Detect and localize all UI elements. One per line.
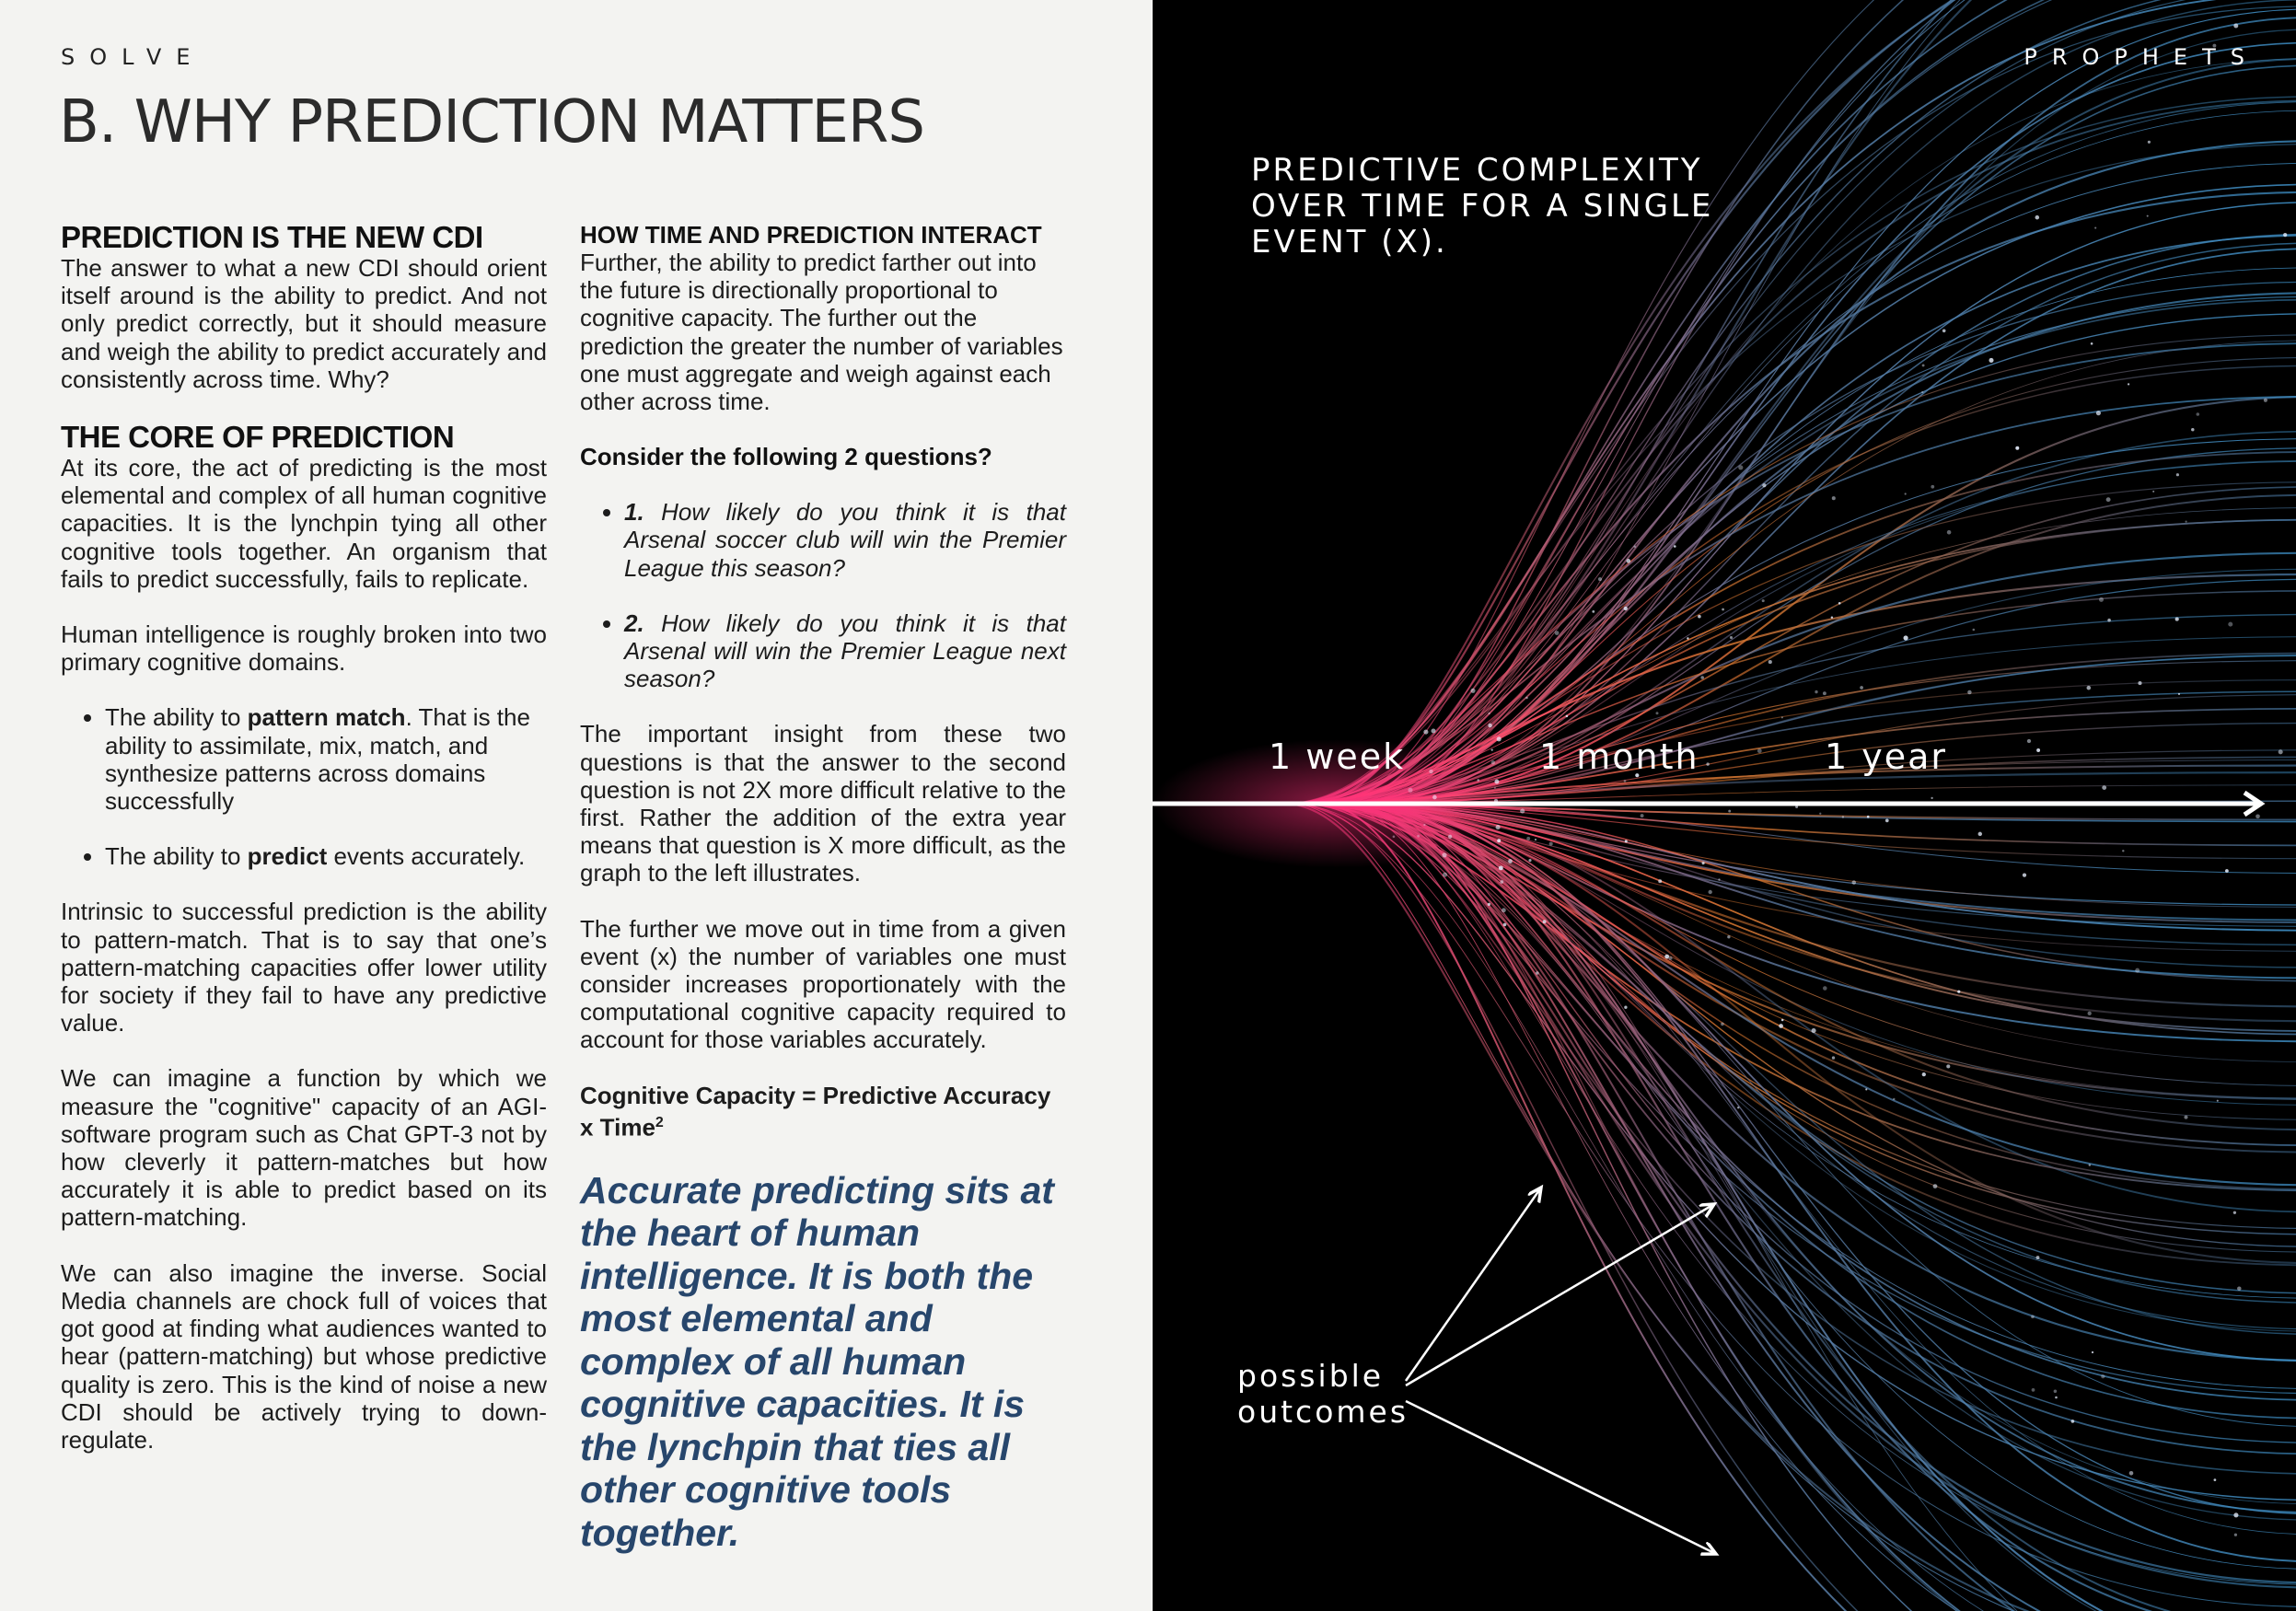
tick-label-week: 1 week	[1269, 736, 1406, 777]
outcome-point	[2233, 1211, 2236, 1214]
outcome-point	[1721, 1023, 1724, 1026]
outcome-point	[1781, 716, 1783, 718]
outcome-point	[2233, 24, 2238, 29]
heading-core-of-prediction: THE CORE OF PREDICTION	[61, 420, 455, 455]
outcome-line	[1337, 804, 2296, 1582]
outcome-point	[2128, 383, 2129, 385]
outcome-point	[1549, 842, 1553, 846]
outcome-point	[2237, 1286, 2241, 1290]
outcome-point	[1687, 637, 1688, 639]
outcome-point	[1698, 615, 1701, 619]
question-list	[580, 498, 1066, 692]
outcome-point	[1921, 391, 1923, 393]
outcome-line	[1343, 804, 2296, 1611]
outcome-point	[1942, 330, 1946, 333]
outcome-point	[1831, 617, 1833, 619]
outcome-line	[1338, 804, 2296, 1329]
outcome-point	[1722, 608, 1724, 611]
outcome-point	[1535, 839, 1536, 840]
outcome-point	[2184, 1116, 2187, 1119]
outcome-point	[1520, 809, 1525, 814]
column-right	[580, 221, 1066, 1582]
paragraph: Intrinsic to successful prediction is the ability to pattern-match. That is to say that one’s pattern-matching capacities offer lower utility for society if they fail to have any predictive value.	[61, 898, 547, 1037]
outcome-point	[1431, 728, 1435, 733]
outcome-point	[1823, 691, 1826, 695]
outcome-point	[1497, 736, 1502, 741]
outcome-line	[1284, 296, 2296, 804]
outcome-point	[2185, 520, 2186, 522]
outcome-point	[1905, 493, 1907, 494]
outcome-point	[2094, 227, 2096, 229]
outcome-point	[2228, 622, 2232, 627]
outcome-point	[1555, 631, 1560, 635]
outcome-point	[1762, 483, 1766, 487]
outcome-point	[1812, 1028, 1816, 1033]
outcome-line	[1345, 804, 2296, 1105]
paragraph: The further we move out in time from a given event (x) the number of variables one must consider increases proportionately with the computational cognitive capacity required to account for those variables accurately.	[580, 914, 1066, 1054]
outcome-point	[2122, 850, 2124, 852]
outcome-point	[1674, 545, 1676, 548]
outcome-point	[1860, 686, 1863, 690]
tick-label-year: 1 year	[1825, 736, 1948, 777]
outcome-point	[2088, 1012, 2092, 1015]
outcome-point	[1634, 545, 1637, 548]
paragraph: At its core, the act of predicting is the most elemental and complex of all human cognitive capacities. It is the lynchpin tying all other cognitive tools together. An organism that fails to predict successfully, fails to replicate.	[61, 454, 547, 593]
pull-quote: Accurate predicting sits at the heart of human intelligence. It is both the most elemental and complex of all human cognitive capacities. It is the lynchpin that ties all other cognitive tools together.	[580, 1168, 1054, 1554]
list-item: • 2. How likely do you think it is that Arsenal will win the Premier League next season?	[624, 609, 1066, 693]
outcome-point	[1658, 879, 1662, 883]
outcome-point	[1470, 689, 1475, 693]
outcome-point	[2197, 412, 2200, 416]
outcome-line	[1339, 9, 2296, 804]
outcome-point	[2176, 473, 2179, 476]
outcome-point	[2152, 491, 2154, 493]
pointer-arrow	[1406, 1401, 1716, 1554]
figure-title: PREDICTIVE COMPLEXITY OVER TIME FOR A SINGLE EVENT (X).	[1251, 152, 1714, 261]
outcome-point	[1989, 358, 1993, 363]
outcome-line	[1331, 804, 2296, 1611]
domain-list	[61, 703, 547, 870]
outcome-point	[1779, 1024, 1783, 1028]
outcome-point	[1423, 730, 1428, 735]
outcome-point	[1762, 599, 1765, 602]
outcome-point	[1502, 908, 1506, 912]
outcome-line	[1347, 432, 2296, 804]
section-label: SOLVE	[61, 44, 205, 70]
outcome-point	[1931, 485, 1934, 489]
outcome-point	[1499, 865, 1503, 870]
outcome-point	[1566, 715, 1569, 718]
outcome-point	[1718, 878, 1720, 880]
outcome-point	[2096, 411, 2101, 415]
outcome-point	[1700, 676, 1704, 679]
outcome-point	[1946, 1064, 1950, 1068]
outcome-point	[1922, 364, 1925, 366]
outcome-point	[1500, 880, 1503, 884]
list-item: • 1. How likely do you think it is that Arsenal soccer club will win the Premier League this season?	[624, 498, 1066, 582]
outcome-point	[1885, 819, 1889, 823]
outcome-point	[2031, 1315, 2035, 1319]
outcome-point	[1842, 816, 1844, 817]
outcome-point	[1626, 559, 1630, 563]
outcome-point	[1904, 635, 1908, 640]
list-item: • The ability to pattern match. That is the ability to assimilate, mix, match, and synthesize patterns across domains successfully	[105, 703, 547, 815]
outcome-point	[2015, 446, 2019, 450]
outcome-point	[2071, 1420, 2075, 1423]
outcome-point	[1592, 610, 1594, 613]
annotation-possible-outcomes: possible outcomes	[1237, 1358, 1409, 1430]
outcome-point	[1525, 697, 1528, 700]
outcome-point	[1757, 748, 1762, 753]
formula: Cognitive Capacity = Predictive Accuracy x Time$^2$	[580, 1081, 1051, 1142]
outcome-point	[1491, 748, 1493, 750]
outcome-point	[2255, 814, 2260, 818]
outcome-point	[1768, 660, 1772, 664]
outcome-point	[2099, 597, 2104, 602]
outcome-point	[2234, 1534, 2237, 1536]
outcome-point	[2148, 141, 2151, 144]
page-title: B. WHY PREDICTION MATTERS	[59, 88, 924, 156]
outcome-point	[2101, 1374, 2105, 1378]
outcome-point	[1931, 797, 1932, 799]
column-left	[61, 221, 547, 1481]
outcome-point	[1709, 890, 1712, 894]
heading-time-and-prediction: HOW TIME AND PREDICTION INTERACT	[580, 221, 1042, 249]
outcome-point	[2054, 1390, 2058, 1394]
outcome-point	[1893, 1098, 1895, 1100]
outcome-point	[1727, 935, 1730, 938]
outcome-line	[1344, 243, 2296, 804]
paragraph: The important insight from these two questions is that the answer to the second question is not 2X more difficult relative to the first. Rather the addition of the extra year means that question is X more difficult, as the graph to the left illustrates.	[580, 720, 1066, 887]
outcome-point	[2129, 1471, 2134, 1476]
outcome-point	[2092, 1351, 2093, 1353]
outcome-point	[2089, 1164, 2091, 1165]
outcome-point	[1528, 859, 1531, 862]
outcome-point	[2279, 749, 2283, 754]
outcome-point	[1702, 862, 1705, 864]
outcome-point	[2214, 1478, 2217, 1481]
outcome-point	[1526, 837, 1530, 840]
outcome-point	[2032, 1388, 2035, 1392]
outcome-point	[1819, 813, 1821, 815]
outcome-point	[1865, 1088, 1867, 1090]
brand-label: PROPHETS	[2023, 44, 2259, 70]
outcome-point	[1867, 816, 1870, 818]
outcome-point	[1664, 955, 1669, 959]
outcome-line	[1293, 804, 2296, 1520]
list-item: • The ability to predict events accurately.	[105, 842, 547, 870]
outcome-point	[2106, 497, 2111, 502]
paragraph: Human intelligence is roughly broken into two primary cognitive domains.	[61, 620, 547, 677]
outcome-point	[1598, 577, 1602, 581]
outcome-point	[1737, 1107, 1739, 1108]
outcome-point	[1443, 873, 1447, 877]
outcome-line	[1320, 804, 2296, 1611]
outcome-point	[1706, 762, 1709, 765]
outcome-point	[1967, 690, 1972, 695]
outcome-point	[1624, 1006, 1627, 1009]
outcome-point	[1656, 712, 1659, 714]
outcome-point	[2283, 233, 2287, 237]
outcome-point	[1852, 880, 1856, 884]
outcome-point	[2217, 1100, 2219, 1102]
outcome-point	[1823, 986, 1827, 991]
outcome-line	[1311, 804, 2296, 1153]
outcome-point	[1625, 840, 1628, 842]
outcome-point	[2036, 1256, 2040, 1259]
outcome-point	[1488, 903, 1490, 906]
outcome-point	[1922, 1072, 1926, 1076]
outcome-line	[1309, 343, 2296, 804]
outcome-point	[1933, 1184, 1938, 1188]
figure-panel	[1153, 0, 2296, 1611]
outcome-point	[1508, 859, 1513, 863]
outcome-point	[1728, 810, 1731, 813]
paragraph: The answer to what a new CDI should orient itself around is the ability to predict. And not only predict correctly, but it should measure and weigh the ability to predict accurately and consistently across time. Why?	[61, 254, 547, 393]
heading-new-cdi: PREDICTION IS THE NEW CDI	[61, 220, 483, 254]
outcome-point	[1488, 713, 1490, 714]
outcome-point	[1543, 920, 1547, 923]
outcome-point	[1838, 602, 1841, 605]
outcome-point	[2036, 748, 2040, 752]
outcome-point	[1624, 780, 1627, 782]
outcome-point	[1781, 1019, 1784, 1022]
outcome-point	[2191, 428, 2194, 431]
outcome-point	[2175, 618, 2179, 621]
outcome-point	[1488, 724, 1491, 727]
tick-label-month: 1 month	[1539, 736, 1699, 777]
outcome-point	[1497, 839, 1501, 842]
outcome-point	[1641, 814, 1644, 817]
outcome-point	[1947, 530, 1952, 535]
paragraph: Further, the ability to predict farther out into the future is directionally proportional to cognitive capacity. The further out the prediction the greater the number of variables one must aggregate and weigh against each other across time.	[580, 249, 1063, 416]
outcome-point	[2107, 619, 2111, 622]
outcome-point	[2233, 1512, 2238, 1517]
outcome-point	[2055, 1397, 2058, 1399]
outcome-point	[1978, 832, 1982, 836]
outcome-point	[2225, 869, 2229, 873]
outcome-point	[1973, 629, 1976, 632]
outcome-point	[2178, 693, 2180, 695]
outcome-point	[1738, 465, 1743, 469]
outcome-point	[1503, 923, 1507, 927]
outcome-point	[1624, 607, 1628, 610]
outcome-line	[1361, 0, 2296, 804]
paragraph: We can also imagine the inverse. Social Media channels are chock full of voices that got good at finding what audiences wanted to hear (pattern-matching) but whose predictive quality is zero. This is the kind of noise a new CDI should be actively trying to down-regulate.	[61, 1258, 547, 1454]
outcome-line	[1360, 804, 2296, 1611]
outcome-point	[1491, 760, 1495, 764]
outcome-point	[1669, 956, 1673, 960]
outcome-point	[1832, 1056, 1835, 1059]
outcome-point	[2027, 739, 2031, 743]
outcome-point	[2147, 215, 2149, 217]
outcome-point	[2135, 968, 2139, 973]
outcome-point	[2102, 785, 2106, 790]
outcome-point	[1832, 496, 1836, 500]
paragraph: We can imagine a function by which we measure the "cognitive" capacity of an AGI-software program such as Chat GPT-3 not by how cleverly it pattern-matches but how accurately it is able to predict based on its pattern-matching.	[61, 1064, 547, 1232]
outcome-point	[2087, 686, 2092, 690]
outcome-point	[2138, 681, 2141, 685]
outcome-point	[2023, 873, 2026, 876]
pointer-arrow	[1406, 1188, 1541, 1381]
outcome-point	[1957, 991, 1960, 993]
outcome-point	[2091, 342, 2093, 345]
outcome-line	[1357, 804, 2296, 1400]
outcome-point	[1730, 636, 1733, 639]
outcome-point	[2035, 215, 2040, 220]
outcome-point	[1815, 690, 1817, 693]
outcome-point	[2264, 399, 2267, 402]
outcome-point	[1536, 971, 1539, 975]
heading-questions: Consider the following 2 questions?	[580, 443, 992, 471]
